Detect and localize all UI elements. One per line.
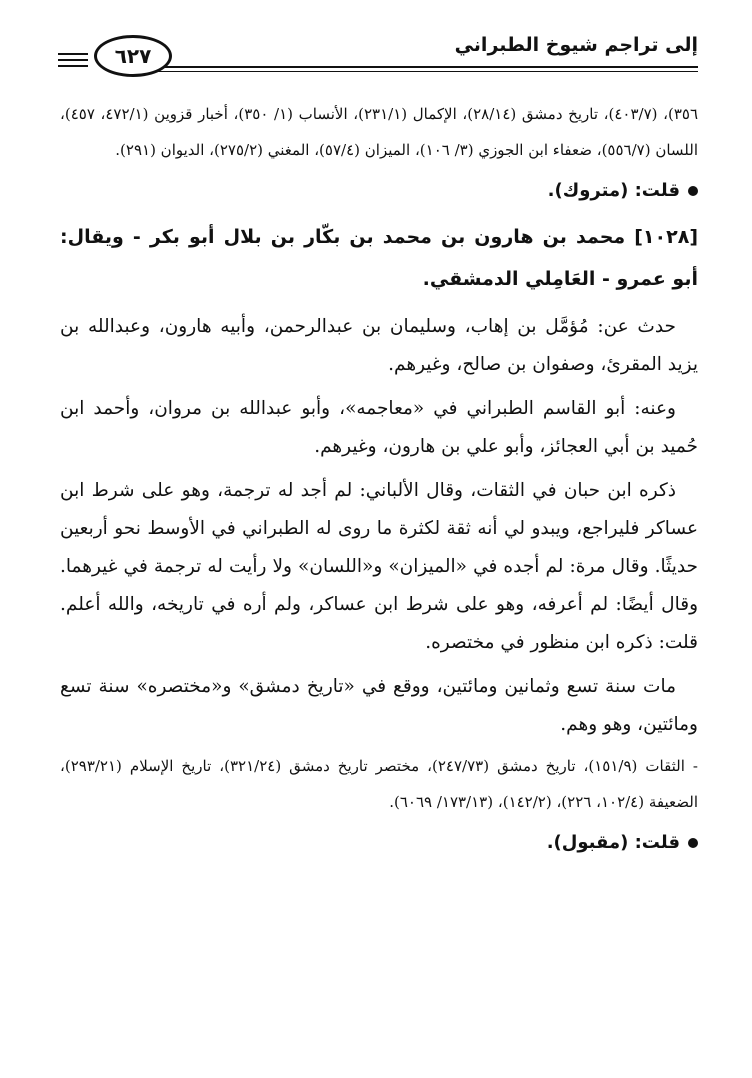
teachers-paragraph: حدث عن: مُؤمَّل بن إهاب، وسليمان بن عبدالرحمن، وأبيه هارون، وعبدالله بن يزيد المقرئ، وصفوان بن صالح، وغيرهم. bbox=[60, 316, 698, 375]
bullet-icon bbox=[688, 186, 698, 196]
students-paragraph: وعنه: أبو القاسم الطبراني في «معاجمه»، وأبو عبدالله بن مروان، وأحمد ابن حُميد بن أبي العجائز، وأبو علي بن هارون، وغيرهم. bbox=[60, 398, 698, 457]
running-title: إلى تراجم شيوخ الطبراني bbox=[454, 34, 698, 56]
page-body bbox=[60, 96, 698, 868]
header-rule bbox=[150, 66, 698, 68]
header-rule-thin bbox=[150, 71, 698, 72]
discussion-paragraph: ذكره ابن حبان في الثقات، وقال الألباني: لم أجد له ترجمة، وهو على شرط ابن عساكر فليراجع، ويبدو لي أنه ثقة لكثرة ما روى له الطبراني في الأوسط نحو أربعين حديثًا. وقال مرة: لم أجده في «الميزان» و«اللسان» ولا رأيت له ترجمة في غيرهما. وقال أيضًا: لم أعرفه، وهو على شرط ابن عساكر، ولم أره في تاريخه، والله أعلم. قلت: ذكره ابن منظور في مختصره. bbox=[60, 480, 698, 653]
verdict-text: قلت: (مقبول). bbox=[546, 832, 680, 853]
entry-sources: - الثقات (١٥١/٩)، تاريخ دمشق (٢٤٧/٧٣)، مختصر تاريخ دمشق (٣٢١/٢٤)، تاريخ الإسلام (٢٩٣/٢١)، الضعيفة (١٠٢/٤، ٢٢٦)، (١٤٢/٢)، (١٧٣/١٣/ ٦٠٦٩). bbox=[60, 757, 698, 811]
bullet-icon bbox=[688, 838, 698, 848]
header-dash bbox=[58, 59, 88, 61]
entry-heading: [١٠٢٨] محمد بن هارون بن محمد بن بكّار بن بلال أبو بكر - ويقال: أبو عمرو - العَامِلي الدمشقي. bbox=[60, 226, 698, 290]
header-dash bbox=[58, 65, 88, 67]
verdict-text: قلت: (متروك). bbox=[547, 180, 680, 201]
header-dash bbox=[58, 53, 88, 55]
verdict-line bbox=[60, 826, 698, 860]
death-paragraph: مات سنة تسع وثمانين ومائتين، ووقع في «تاريخ دمشق» و«مختصره» سنة تسع ومائتين، وهو وهم. bbox=[60, 676, 698, 735]
sources-continued: ٣٥٦)، (٤٠٣/٧)، تاريخ دمشق (٢٨/١٤)، الإكمال (٢٣١/١)، الأنساب (١/ ٣٥٠)، أخبار قزوين (٤٧٢/١، ٤٥٧)، اللسان (٥٥٦/٧)، ضعفاء ابن الجوزي (٣/ ١٠٦)، الميزان (٥٧/٤)، المغني (٢٧٥/٢)، الديوان (٢٩١). bbox=[60, 105, 698, 159]
verdict-line bbox=[60, 174, 698, 208]
page-number: ٦٢٧ bbox=[94, 35, 172, 77]
page-header bbox=[58, 30, 698, 80]
